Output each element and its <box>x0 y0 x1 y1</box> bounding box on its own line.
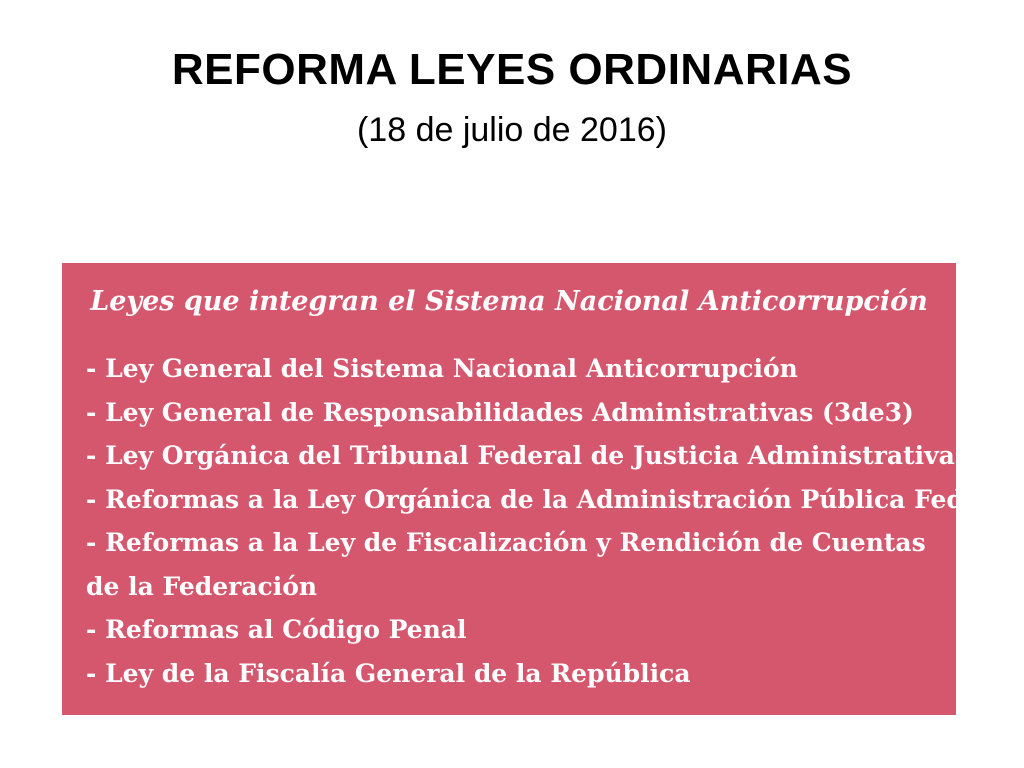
slide-subtitle: (18 de julio de 2016) <box>356 111 667 149</box>
laws-panel <box>62 263 1019 715</box>
laws-list <box>86 347 1019 695</box>
list-item: - Reformas a la Ley de Fiscalización y Rendición de Cuentas de la Federación <box>86 528 926 601</box>
list-item: - Ley Orgánica del Tribunal Federal de Justicia Administrativa <box>86 441 955 470</box>
list-item: - Reformas a la Ley Orgánica de la Administración Pública Federal <box>86 484 1019 514</box>
panel-heading: Leyes que integran el Sistema Nacional Anticorrupción <box>90 286 928 317</box>
list-item: - Ley General del Sistema Nacional Anticorrupción <box>86 354 798 383</box>
list-item: - Reformas al Código Penal <box>86 615 467 644</box>
list-item: - Ley General de Responsabilidades Administrativas (3de3) <box>86 397 914 427</box>
slide-title: REFORMA LEYES ORDINARIAS <box>171 45 853 94</box>
list-item: - Ley de la Fiscalía General de la República <box>86 658 691 688</box>
